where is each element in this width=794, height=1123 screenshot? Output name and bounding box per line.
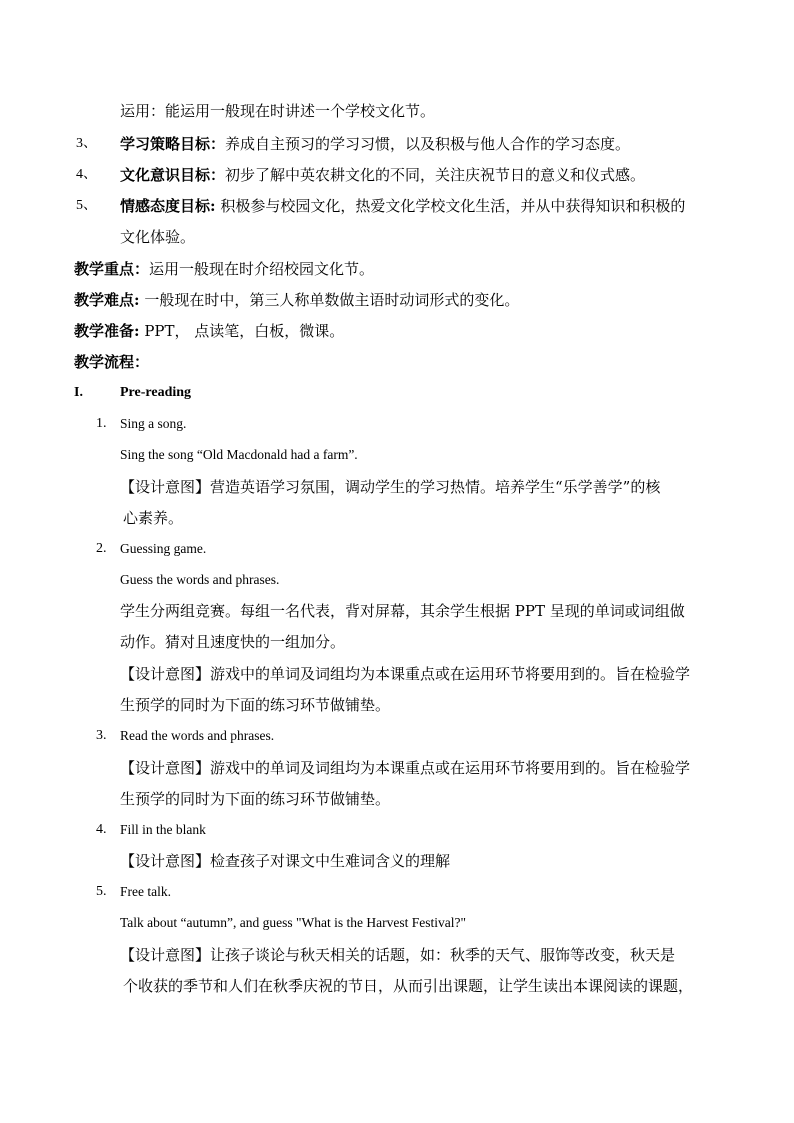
section-1-title: Pre-reading <box>120 385 192 400</box>
preparation-text: PPT， 点读笔，白板，微课。 <box>139 322 345 340</box>
step-5-number: 5. <box>96 884 107 899</box>
step-2-title: Guessing game. <box>120 541 207 556</box>
objective-5-text: 积极参与校园文化，热爱文化学校文化生活，并从中获得知识和积极的 <box>215 197 686 215</box>
step-1-intent-line-1: 【设计意图】营造英语学习氛围，调动学生的学习热情。培养学生“乐学善学”的核 <box>120 478 661 496</box>
step-5-detail: Talk about “autumn”, and guess "What is the Harvest Festival?" <box>120 915 466 930</box>
objective-5-label: 情感态度目标: <box>120 197 216 215</box>
step-3-title: Read the words and phrases. <box>120 728 275 743</box>
objective-4-line <box>120 165 645 185</box>
objective-4-label: 文化意识目标： <box>120 166 226 184</box>
step-4-number: 4. <box>96 822 107 837</box>
step-1-detail: Sing the song “Old Macdonald had a farm”. <box>120 447 358 462</box>
step-5-title: Free talk. <box>120 884 171 899</box>
difficulties-text: 一般现在时中，第三人称单数做主语时动词形式的变化。 <box>139 291 520 309</box>
objective-3-text: 养成自主预习的学习习惯，以及积极与他人合作的学习态度。 <box>225 135 631 153</box>
step-2-intent-line-1: 【设计意图】游戏中的单词及词组均为本课重点或在运用环节将要用到的。旨在检验学 <box>120 665 691 683</box>
objective-application-line: 运用：能运用一般现在时讲述一个学校文化节。 <box>120 102 436 120</box>
preparation-label: 教学准备: <box>74 322 140 340</box>
objective-5-line <box>120 196 685 216</box>
difficulties-label: 教学难点: <box>74 291 140 309</box>
step-2-number: 2. <box>96 541 107 556</box>
key-points-line <box>74 259 374 279</box>
process-heading: 教学流程： <box>74 353 150 371</box>
section-1-number: I. <box>74 385 83 400</box>
step-2-description-line-2: 动作。猜对且速度快的一组加分。 <box>120 633 346 651</box>
step-2-intent-line-2: 生预学的同时为下面的练习环节做铺垫。 <box>120 696 391 714</box>
step-3-intent-line-2: 生预学的同时为下面的练习环节做铺垫。 <box>120 790 391 808</box>
key-points-label: 教学重点： <box>74 260 150 278</box>
step-5-intent-line-1: 【设计意图】让孩子谈论与秋天相关的话题，如：秋季的天气、服饰等改变，秋天是 <box>120 946 676 964</box>
step-1-number: 1. <box>96 416 107 431</box>
key-points-text: 运用一般现在时介绍校园文化节。 <box>149 260 375 278</box>
step-1-intent-line-2: 心素养。 <box>123 509 184 527</box>
objective-3-label: 学习策略目标： <box>120 135 226 153</box>
objective-4-text: 初步了解中英农耕文化的不同，关注庆祝节日的意义和仪式感。 <box>225 166 646 184</box>
step-3-number: 3. <box>96 728 107 743</box>
objective-5-number: 5、 <box>76 198 97 213</box>
preparation-line <box>74 321 344 341</box>
objective-3-line <box>120 134 630 154</box>
step-5-intent-line-2: 个收获的季节和人们在秋季庆祝的节日，从而引出课题，让学生读出本课阅读的课题， <box>123 977 694 995</box>
objective-5-line-2: 文化体验。 <box>120 228 196 246</box>
difficulties-line <box>74 290 519 310</box>
step-4-title: Fill in the blank <box>120 822 206 837</box>
step-2-description-line-1: 学生分两组竞赛。每组一名代表，背对屏幕，其余学生根据 PPT 呈现的单词或词组做 <box>120 602 685 620</box>
step-3-intent-line-1: 【设计意图】游戏中的单词及词组均为本课重点或在运用环节将要用到的。旨在检验学 <box>120 759 691 777</box>
objective-4-number: 4、 <box>76 167 97 182</box>
step-4-intent-line-1: 【设计意图】检查孩子对课文中生难词含义的理解 <box>120 852 451 870</box>
step-1-title: Sing a song. <box>120 416 187 431</box>
step-2-detail: Guess the words and phrases. <box>120 572 280 587</box>
objective-3-number: 3、 <box>76 136 97 151</box>
